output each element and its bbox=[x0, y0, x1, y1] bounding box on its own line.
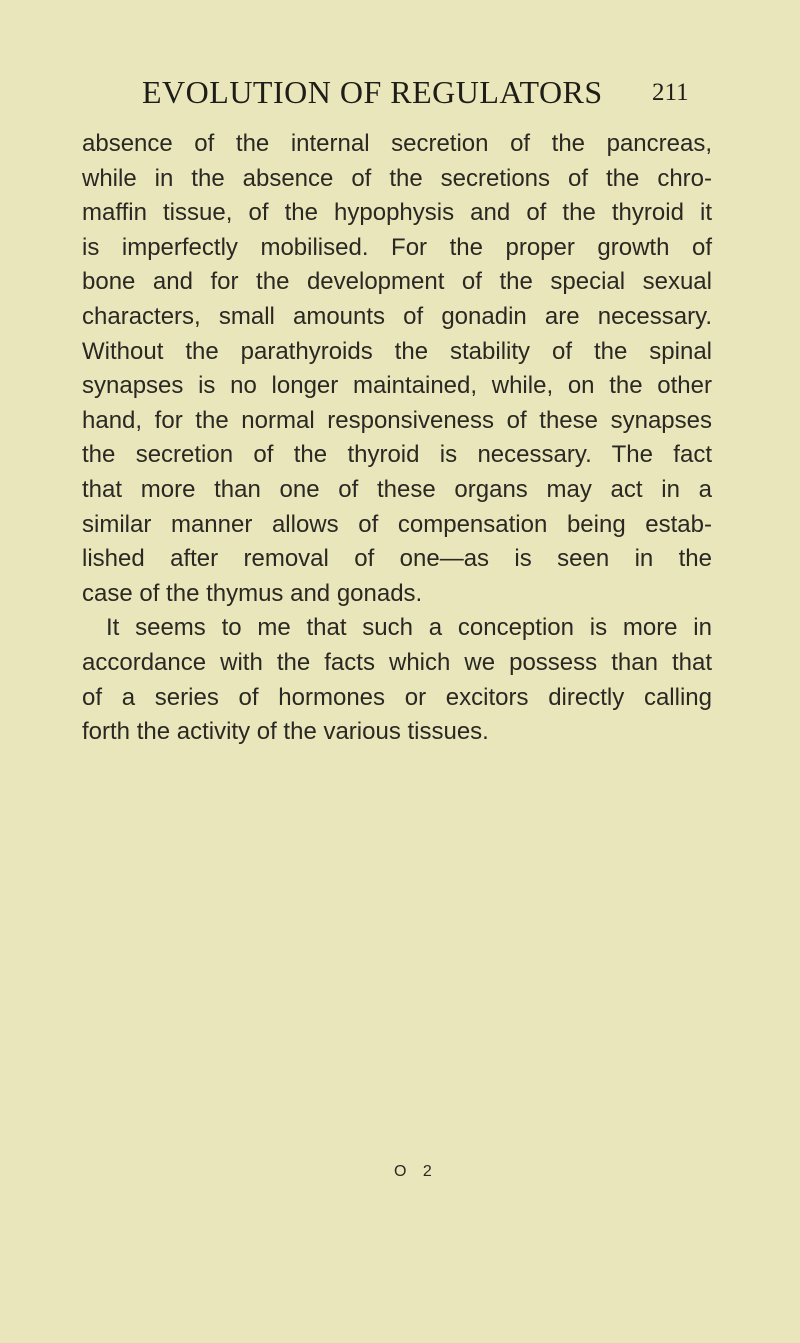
text-line: characters, small amounts of gonadin are necessary. bbox=[82, 302, 712, 330]
signature-mark: O 2 bbox=[394, 1163, 438, 1180]
text-line: lished after removal of one—as is seen in the bbox=[82, 545, 712, 573]
text-line: hand, for the normal responsiveness of these synapses bbox=[82, 406, 712, 434]
text-line: case of the thymus and gonads. bbox=[82, 579, 423, 607]
text-line: absence of the internal secretion of the pancreas, bbox=[82, 130, 712, 157]
paragraph-2 bbox=[82, 611, 712, 749]
text-line: bone and for the development of the special sexual bbox=[82, 268, 712, 296]
text-line: It seems to me that such a conception is more in bbox=[106, 614, 712, 642]
text-line: accordance with the facts which we possess than that bbox=[82, 648, 712, 676]
running-head bbox=[142, 72, 722, 112]
text-line: forth the activity of the various tissues. bbox=[82, 718, 489, 746]
text-line: synapses is no longer maintained, while, on the other bbox=[82, 372, 712, 400]
running-title: EVOLUTION OF REGULATORS bbox=[142, 74, 603, 110]
text-line: while in the absence of the secretions of the chro- bbox=[82, 164, 712, 192]
page-number: 211 bbox=[652, 79, 689, 106]
text-line: that more than one of these organs may act in a bbox=[82, 475, 712, 503]
text-line: maffin tissue, of the hypophysis and of the thyroid it bbox=[82, 199, 712, 227]
body-text bbox=[82, 127, 712, 750]
text-line: is imperfectly mobilised. For the proper growth of bbox=[82, 233, 712, 261]
text-line: of a series of hormones or excitors directly calling bbox=[82, 683, 712, 711]
text-line: the secretion of the thyroid is necessary. The fact bbox=[82, 441, 712, 469]
text-line: Without the parathyroids the stability of the spinal bbox=[82, 337, 712, 365]
paragraph-1 bbox=[82, 127, 712, 611]
text-line: similar manner allows of compensation being estab- bbox=[82, 510, 712, 538]
